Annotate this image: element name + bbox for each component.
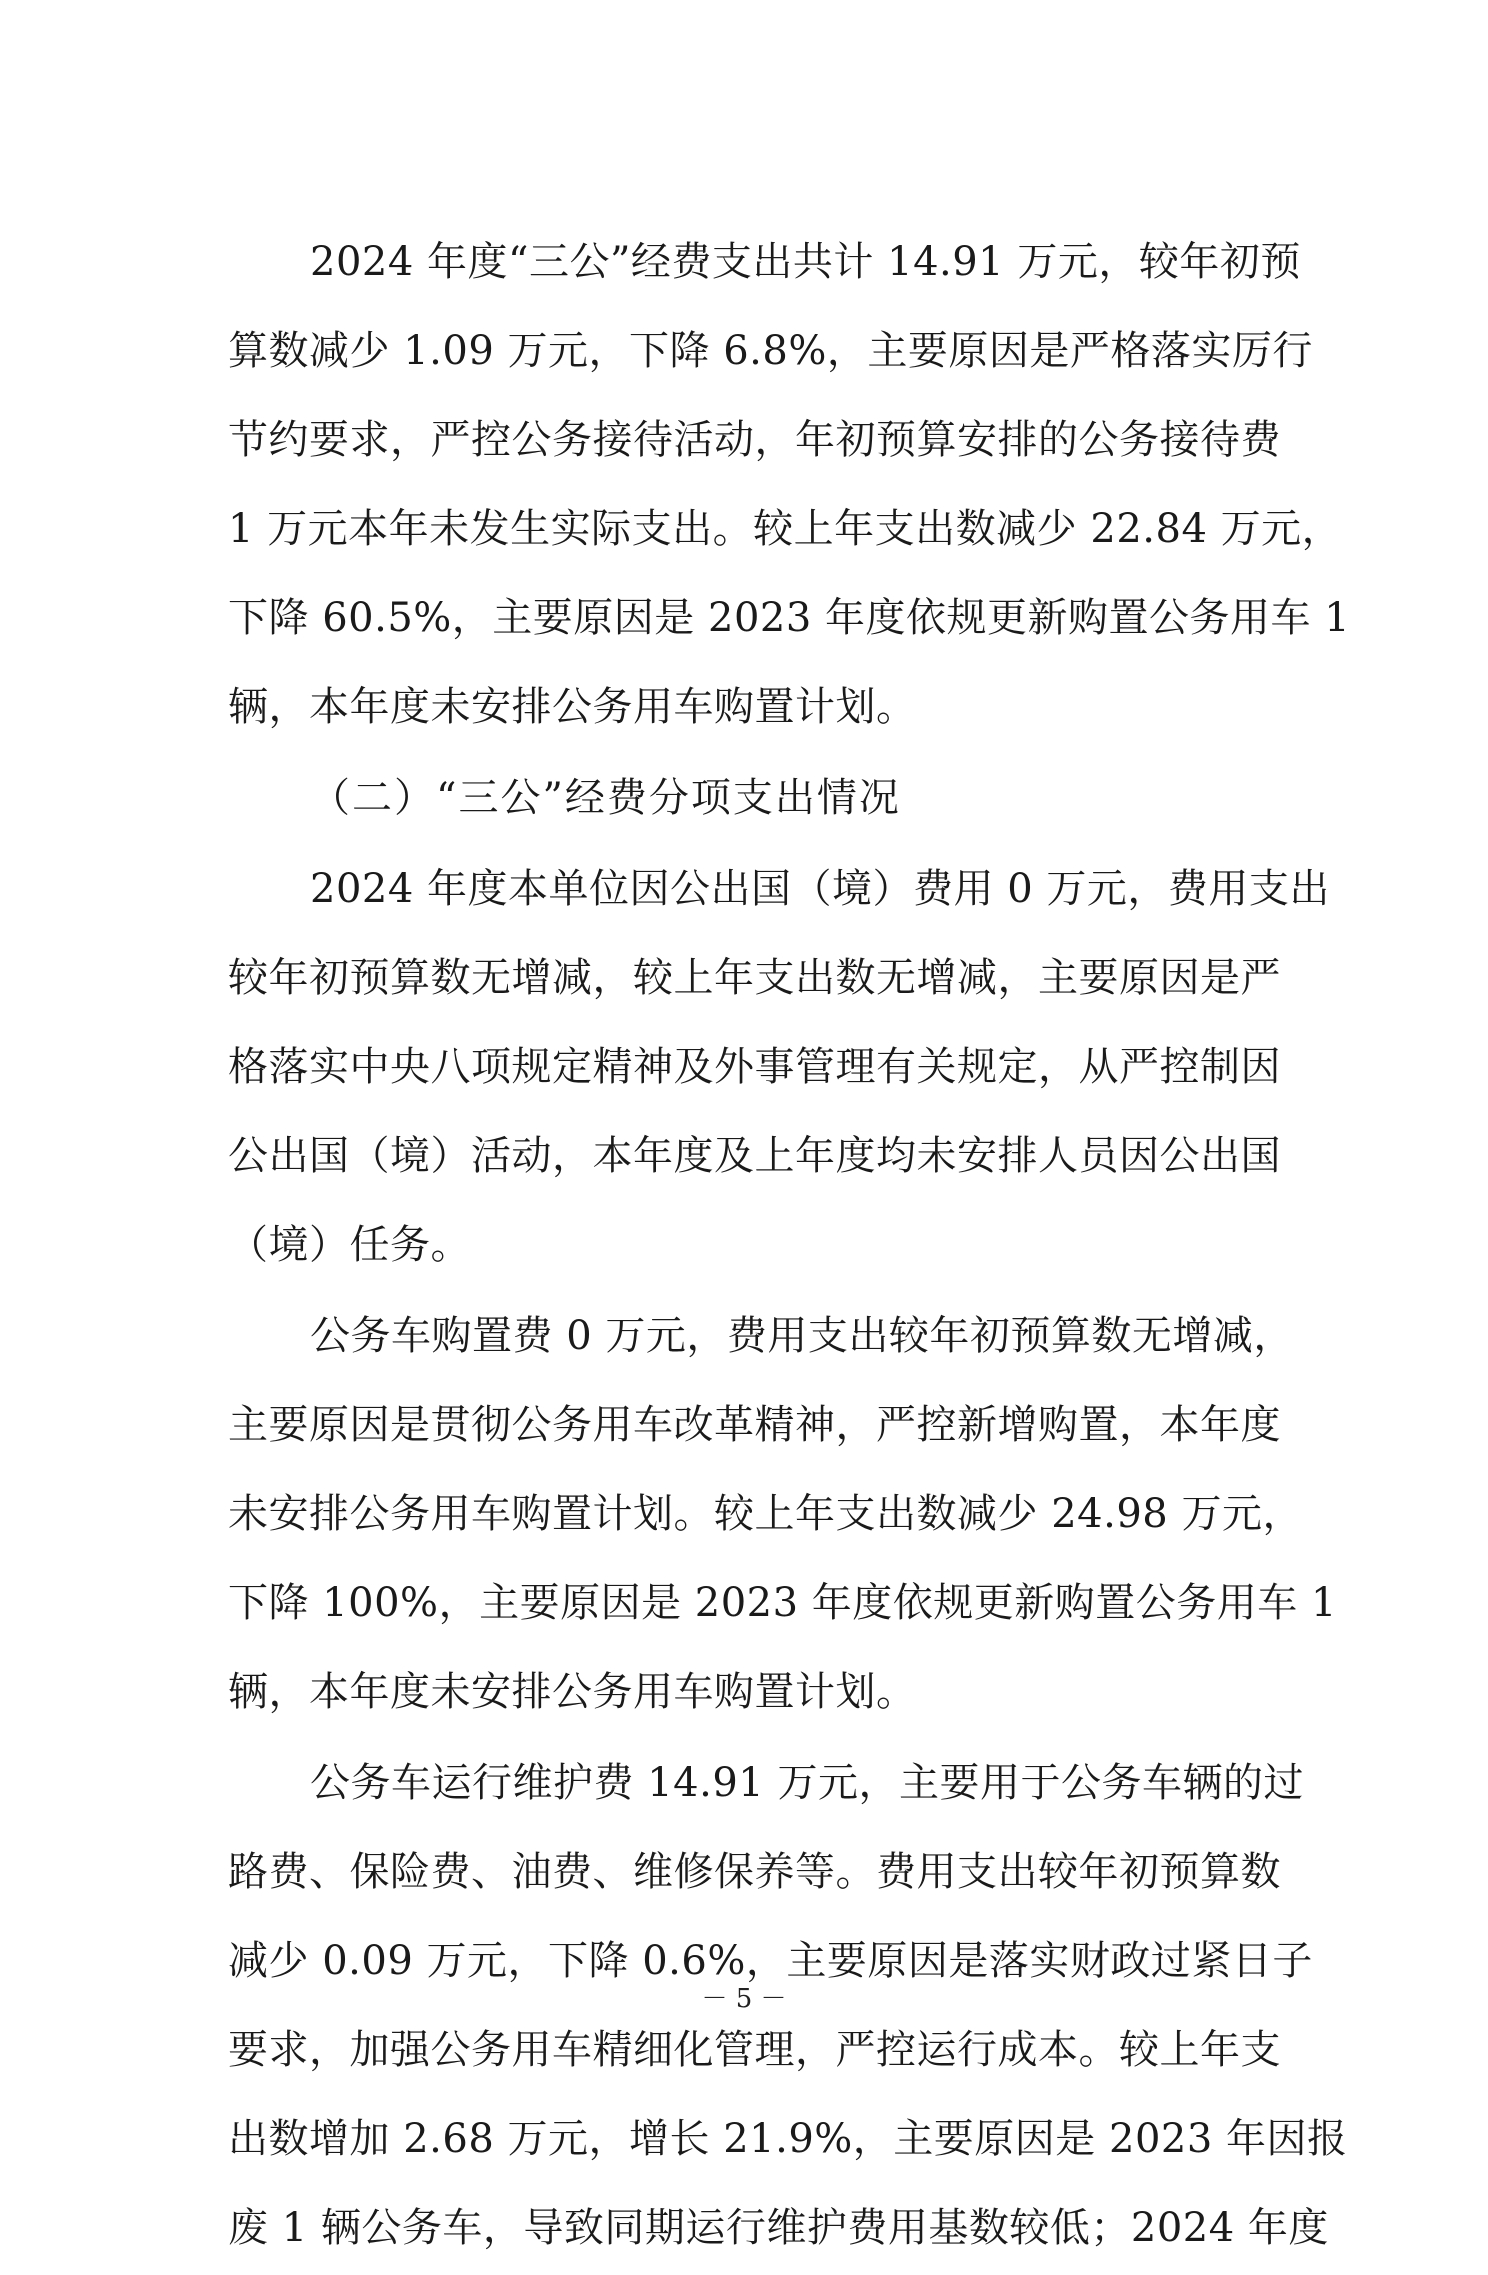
- text-line: 辆，本年度未安排公务用车购置计划。: [228, 684, 917, 730]
- text-line: 辆，本年度未安排公务用车购置计划。: [228, 1669, 917, 1715]
- text-line: 减少 0.09 万元，下降 0.6%，主要原因是落实财政过紧日子: [228, 1938, 1313, 1984]
- text-line: 2024 年度“三公”经费支出共计 14.91 万元，较年初预: [310, 239, 1301, 285]
- text-line: 格落实中央八项规定精神及外事管理有关规定，从严控制因: [228, 1044, 1281, 1090]
- text-line: 要求，加强公务用车精细化管理，严控运行成本。较上年支: [228, 2027, 1281, 2073]
- text-line: 节约要求，严控公务接待活动，年初预算安排的公务接待费: [228, 417, 1281, 463]
- paragraph-vehicle-purchase: [228, 1292, 1337, 1737]
- text-line: 废 1 辆公务车，导致同期运行维护费用基数较低；2024 年度: [228, 2205, 1329, 2251]
- text-line: 出数增加 2.68 万元，增长 21.9%，主要原因是 2023 年因报: [228, 2116, 1348, 2162]
- text-line: 1 万元本年未发生实际支出。较上年支出数减少 22.84 万元，: [228, 506, 1343, 552]
- section-heading: [228, 754, 1268, 843]
- text-line: 下降 60.5%，主要原因是 2023 年度依规更新购置公务用车 1: [228, 595, 1351, 641]
- text-line: 2024 年度本单位因公出国（境）费用 0 万元，费用支出: [310, 866, 1330, 912]
- text-line: 下降 100%，主要原因是 2023 年度依规更新购置公务用车 1: [228, 1580, 1337, 1626]
- document-body: [228, 218, 1351, 2275]
- text-line: 主要原因是贯彻公务用车改革精神，严控新增购置，本年度: [228, 1402, 1281, 1448]
- text-line: 公出国（境）活动，本年度及上年度均未安排人员因公出国: [228, 1133, 1281, 1179]
- section-heading-text: （二）“三公”经费分项支出情况: [310, 775, 901, 821]
- text-line: 算数减少 1.09 万元，下降 6.8%，主要原因是严格落实厉行: [228, 328, 1313, 374]
- text-line: （境）任务。: [228, 1222, 471, 1268]
- page-number: － 5 －: [701, 1984, 787, 2014]
- text-line: 路费、保险费、油费、维修保养等。费用支出较年初预算数: [228, 1849, 1281, 1895]
- text-line: 未安排公务用车购置计划。较上年支出数减少 24.98 万元，: [228, 1491, 1303, 1537]
- paragraph-overseas-travel: [228, 845, 1330, 1290]
- text-line: 公务车运行维护费 14.91 万元，主要用于公务车辆的过: [310, 1760, 1304, 1806]
- text-line: 公务车购置费 0 万元，费用支出较年初预算数无增减，: [310, 1313, 1294, 1359]
- text-line: 较年初预算数无增减，较上年支出数无增减，主要原因是严: [228, 955, 1281, 1001]
- paragraph-total-expenditure: [228, 218, 1351, 752]
